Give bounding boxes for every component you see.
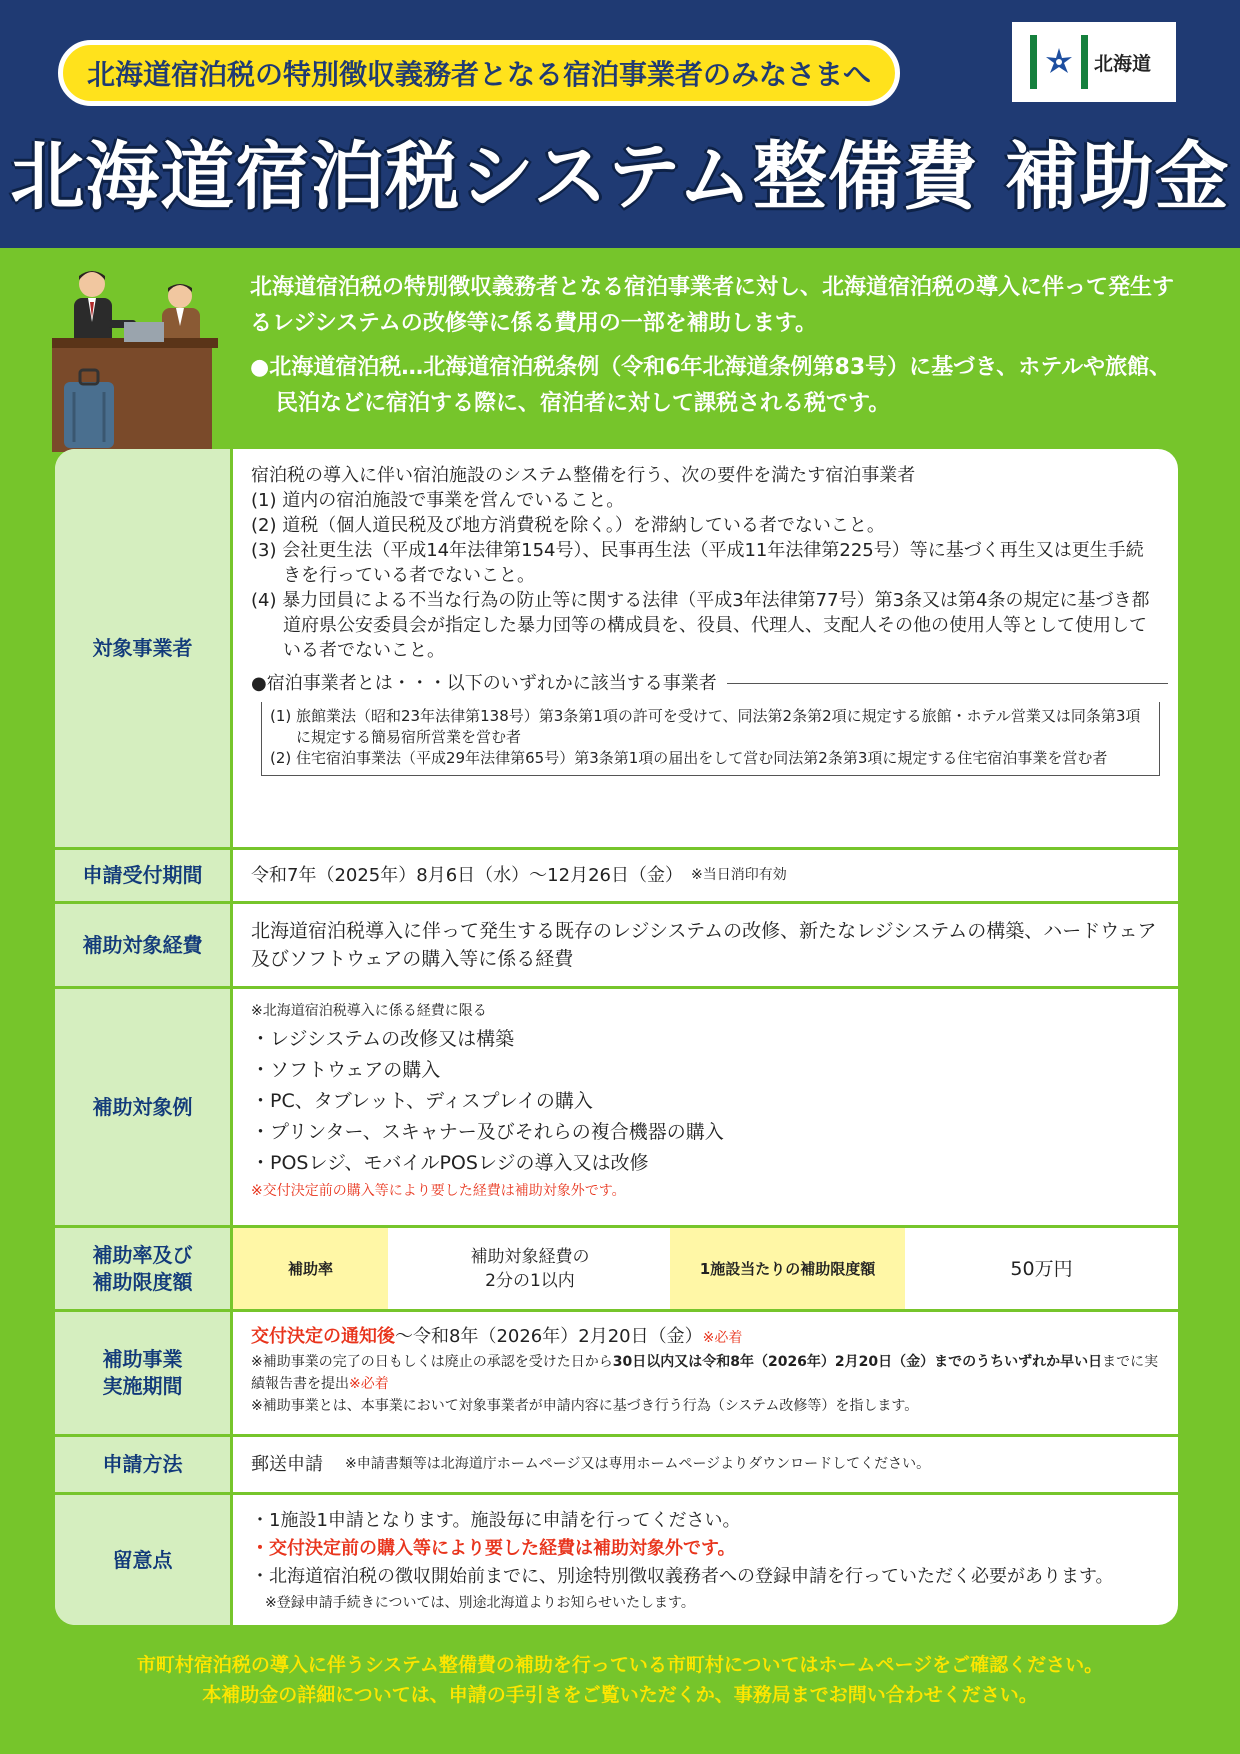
cell-eligible [233,449,1178,847]
intro-text [250,270,1190,422]
hotel-reception-illustration [52,262,240,452]
label-impl-line2: 実施期間 [102,1374,183,1398]
row-eligible [55,449,1178,850]
lodging-def-item-2: (2) 住宅宿泊事業法（平成29年法律第65号）第3条第1項の届出をして営む同法第2条第3項に規定する住宅宿泊事業を営む者 [270,749,1108,767]
label-impl-line1: 補助事業 [102,1347,183,1371]
header-banner [0,0,1240,248]
limit-label: 1施設当たりの補助限度額 [670,1228,905,1309]
footer-notice [0,1650,1240,1710]
rate-value [388,1228,670,1309]
info-table [55,449,1178,1625]
logo-text: 北海道 [1094,52,1152,75]
impl-note2: ※補助事業とは、本事業において対象事業者が申請内容に基づき行う行為（システム改修等）を指します。 [251,1398,919,1414]
label-examples: 補助対象例 [55,989,233,1225]
lodging-definition-title: ●宿泊事業者とは・・・以下のいずれかに該当する事業者 [251,673,717,694]
row-period [55,850,1178,904]
row-notes [55,1495,1178,1625]
label-period: 申請受付期間 [55,850,233,901]
example-item-4: ・プリンター、スキャナー及びそれらの複合機器の購入 [251,1121,724,1143]
eligible-item-4: (4) 暴力団員による不当な行為の防止等に関する法律（平成3年法律第77号）第3条又は第4条の規定に基づき都道府県公安委員会が指定した暴力団等の構成員を、役員、代理人、支配人その他の使用人等として使用している者でないこと。 [251,590,1150,661]
examples-note: ※北海道宿泊税導入に係る経費に限る [251,1003,487,1019]
intro-line1: 北海道宿泊税の特別徴収義務者となる宿泊事業者に対し、北海道宿泊税の導入に伴って発生するレジシステムの改修等に係る費用の一部を補助します。 [250,275,1175,336]
label-method: 申請方法 [55,1437,233,1492]
rate-label: 補助率 [233,1228,388,1309]
impl-main-req: ※必着 [702,1330,743,1346]
divider [727,683,1168,684]
label-rate [55,1228,233,1309]
label-implementation [55,1312,233,1434]
cell-examples [233,989,1178,1225]
impl-main-red: 交付決定の通知後 [251,1326,395,1347]
notes-item-3: ・北海道宿泊税の徴収開始前までに、別途特別徴収義務者への登録申請を行っていただく必要があります。 [251,1566,1114,1587]
limit-value: 50万円 [1010,1257,1073,1280]
rate-value-line1: 補助対象経費の [470,1246,590,1267]
impl-main-rest: ～令和8年（2026年）2月20日（金） [395,1326,703,1347]
label-rate-line2: 補助限度額 [92,1269,193,1294]
notes-item-3-note: ※登録申請手続きについては、別途北海道よりお知らせいたします。 [265,1595,695,1611]
notes-item-1: ・1施設1申請となります。施設毎に申請を行ってください。 [251,1510,741,1531]
row-expenses [55,904,1178,989]
period-text: 令和7年（2025年）8月6日（水）～12月26日（金） [251,865,683,886]
cell-rate [233,1228,1178,1309]
impl-note1-a: ※補助事業の完了の日もしくは廃止の承認を受けた日から [251,1354,613,1370]
eligible-item-2: (2) 道税（個人道民税及び地方消費税を除く。）を滞納している者でないこと。 [251,515,885,536]
intro-line2: ●北海道宿泊税…北海道宿泊税条例（令和6年北海道条例第83号）に基づき、ホテルや旅館、民泊などに宿泊する際に、宿泊者に対して課税される税です。 [250,355,1172,416]
lodging-def-item-1: (1) 旅館業法（昭和23年法律第138号）第3条第1項の許可を受けて、同法第2条第2項に規定する旅館・ホテル営業又は同条第3項に規定する簡易宿所営業を営む者 [270,707,1141,746]
lodging-definition-heading [251,671,1160,696]
rate-value-line2: 2分の1以内 [485,1270,575,1291]
method-note: ※申請書類等は北海道庁ホームページ又は専用ホームページよりダウンロードしてください。 [345,1456,931,1472]
impl-note1-b: 30日以内又は令和8年（2026年）2月20日（金）までのうちいずれか早い日 [612,1354,1103,1370]
method-text: 郵送申請 [251,1454,323,1475]
cell-expenses [233,904,1178,986]
eligible-lead: 宿泊税の導入に伴い宿泊施設のシステム整備を行う、次の要件を満たす宿泊事業者 [251,465,916,486]
footer-line2: 本補助金の詳細については、申請の手引きをご覧いただくか、事務局までお問い合わせください。 [202,1684,1038,1706]
hokkaido-emblem-icon [1030,35,1088,89]
label-eligible: 対象事業者 [55,449,233,847]
eligible-item-1: (1) 道内の宿泊施設で事業を営んでいること。 [251,490,625,511]
impl-note1-c: までに実績報告書を提出 [251,1354,1159,1392]
example-item-1: ・レジシステムの改修又は構築 [251,1028,515,1050]
row-examples [55,989,1178,1228]
cell-notes [233,1495,1178,1625]
footer-line1: 市町村宿泊税の導入に伴うシステム整備費の補助を行っている市町村についてはホームページをご確認ください。 [136,1654,1104,1676]
cell-implementation [233,1312,1178,1434]
examples-warning: ※交付決定前の購入等により要した経費は補助対象外です。 [251,1183,626,1199]
main-title: 北海道宿泊税システム整備費 補助金 [10,134,1230,220]
example-item-5: ・POSレジ、モバイルPOSレジの導入又は改修 [251,1152,649,1174]
row-implementation [55,1312,1178,1437]
cell-period [233,850,1178,901]
expenses-text: 北海道宿泊税導入に伴って発生する既存のレジシステムの改修、新たなレジシステムの構築、ハードウェア及びソフトウェアの購入等に係る経費 [251,920,1157,970]
impl-note1-req: ※必着 [349,1376,389,1392]
cell-method [233,1437,1178,1492]
lodging-definition-box [261,702,1160,776]
label-expenses: 補助対象経費 [55,904,233,986]
example-item-2: ・ソフトウェアの購入 [251,1059,441,1081]
row-rate [55,1228,1178,1312]
label-notes: 留意点 [55,1495,233,1625]
label-rate-line1: 補助率及び [92,1242,193,1267]
row-method [55,1437,1178,1495]
notes-item-2: ・交付決定前の購入等により要した経費は補助対象外です。 [251,1538,736,1559]
example-item-3: ・PC、タブレット、ディスプレイの購入 [251,1090,593,1112]
target-audience-pill: 北海道宿泊税の特別徴収義務者となる宿泊事業者のみなさまへ [58,40,900,106]
eligible-item-3: (3) 会社更生法（平成14年法律第154号）、民事再生法（平成11年法律第225号）等に基づく再生又は更生手続きを行っている者でないこと。 [251,540,1144,586]
hokkaido-logo [1012,22,1176,102]
period-note: ※当日消印有効 [690,867,787,883]
